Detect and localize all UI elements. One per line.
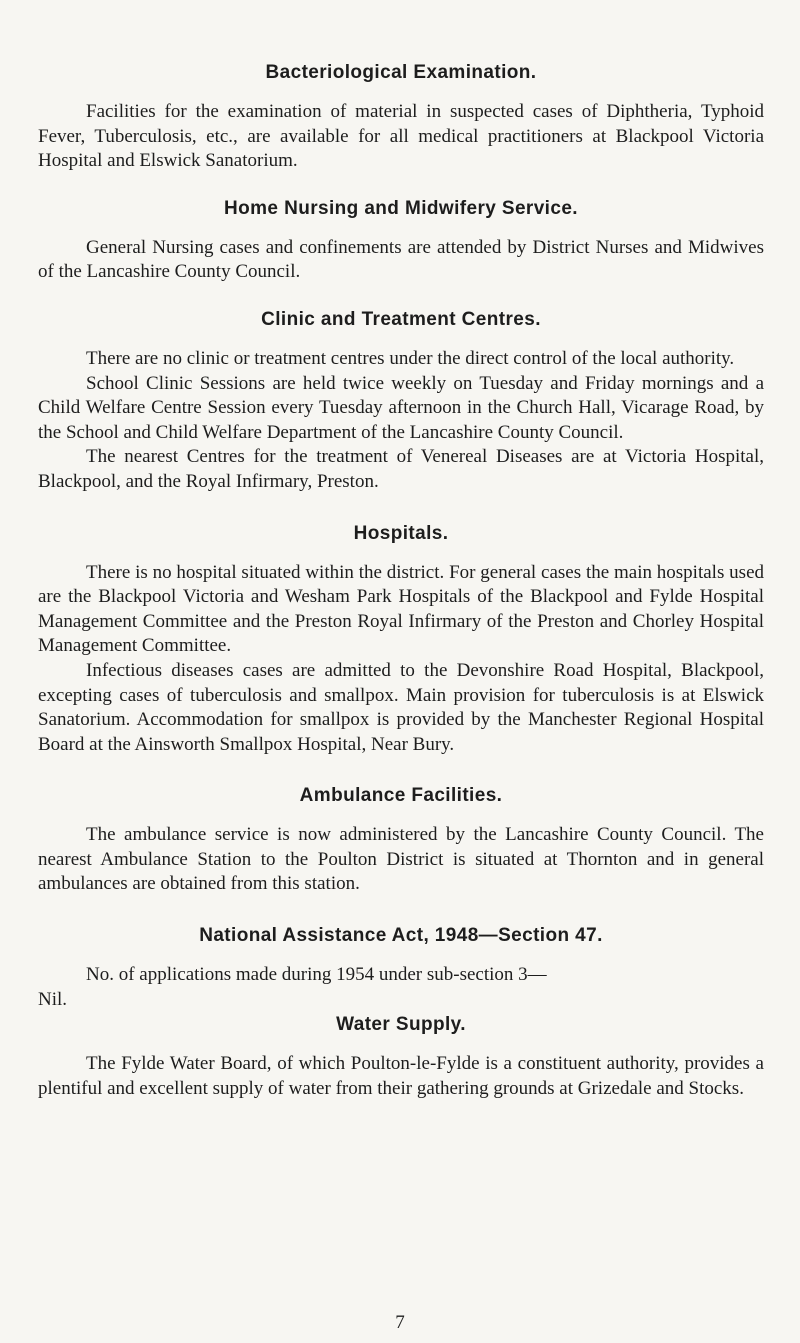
paragraph: The nearest Centres for the treatment of Venereal Diseases are at Victoria Hospital, Blackpool, and the Royal Infirmary, Preston. [38,446,764,492]
paragraph: The Fylde Water Board, of which Poulton-le-Fylde is a constituent authority, provides a plentiful and excellent supply of water from their gathering grounds at Grizedale and Stocks. [38,1053,764,1099]
paragraph: General Nursing cases and confinements are attended by District Nurses and Midwives of the Lancashire County Council. [38,236,764,283]
page-number: 7 [395,1312,405,1333]
section-heading: Home Nursing and Midwifery Service. [224,197,578,219]
section-heading: Bacteriological Examination. [265,62,537,83]
paragraph: School Clinic Sessions are held twice weekly on Tuesday and Friday mornings and a Child Welfare Centre Session every Tuesday afternoon in the Church Hall, Vicarage Road, by the School and Child Welfare Department of the Lancashire County Council. [38,372,764,443]
paragraph: No. of applications made during 1954 under sub-section 3— [86,964,547,986]
section-heading: Water Supply. [336,1014,466,1036]
section-water-supply [38,1012,764,1101]
section-home-nursing [38,196,764,285]
section-ambulance-facilities [38,783,764,897]
section-national-assistance-act [38,923,764,1012]
paragraph: There is no hospital situated within the district. For general cases the main hospitals used are the Blackpool Victoria and Wesham Park Hospitals of the Blackpool and Fylde Hospital Management Committee and the Preston Royal Infirmary of the Preston and Chorley Hospital Management Committee. [38,561,764,657]
paragraph: There are no clinic or treatment centres under the direct control of the local authority. [86,347,735,369]
section-heading: Clinic and Treatment Centres. [261,308,541,330]
section-heading: Ambulance Facilities. [299,785,503,807]
section-hospitals [38,521,764,758]
section-bacteriological-examination [38,60,764,174]
paragraph: Facilities for the examination of material in suspected cases of Diphtheria, Typhoid Fever, Tuberculosis, etc., are available for all medical practitioners at Blackpool Victoria Hospital and Elswick Sanatorium. [38,101,764,172]
section-heading: Hospitals. [353,522,449,544]
paragraph-answer: Nil. [38,988,68,1010]
section-heading: National Assistance Act, 1948—Section 47. [199,925,603,947]
paragraph: Infectious diseases cases are admitted to the Devonshire Road Hospital, Blackpool, excepting cases of tuberculosis and smallpox. Main provision for tuberculosis is at Elswick Sanatorium. Accommodation for smallpox is provided by the Manchester Regional Hospital Board at the Ainsworth Smallpox Hospital, Near Bury. [38,659,764,755]
section-clinic-treatment-centres [38,307,764,495]
paragraph: The ambulance service is now administered by the Lancashire County Council. The nearest Ambulance Station to the Poulton District is situated at Thornton and in general ambulances are obtained from this station. [38,824,764,895]
